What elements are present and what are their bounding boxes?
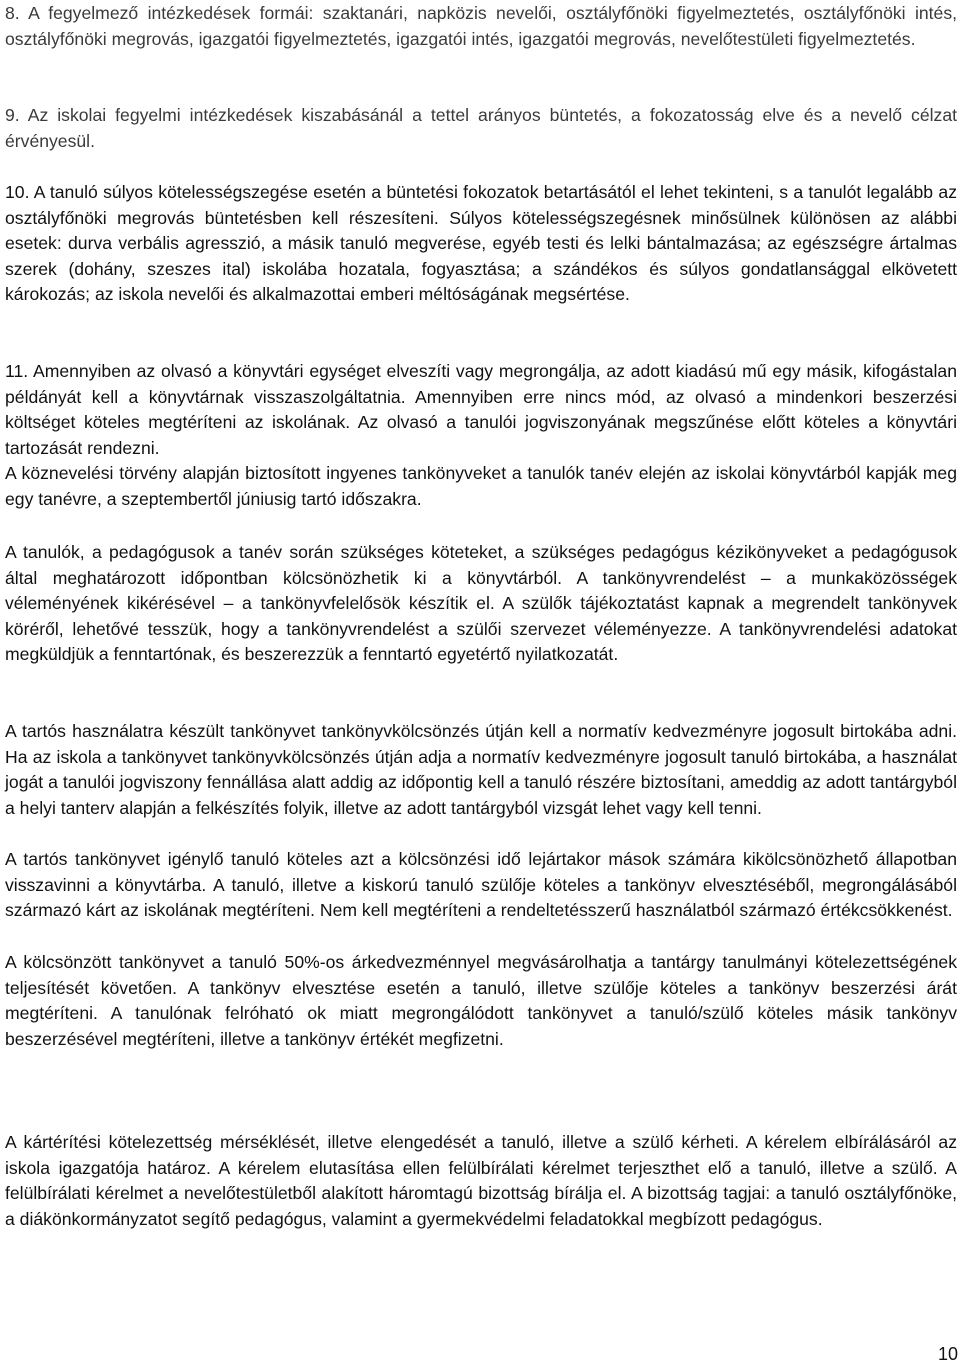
page-number: 10 [937, 1344, 958, 1364]
paragraph-8: 8. A fegyelmező intézkedések formái: szaktanári, napközis nevelői, osztályfőnöki figyelmeztetés, osztályfőnöki intés, osztályfőnöki megrovás, igazgatói figyelmeztetés, igazgatói intés, igazgatói megrovás, nevelőtestületi figyelmeztetés. [5, 3, 957, 49]
paragraph-10: 10. A tanuló súlyos kötelességszegése esetén a büntetési fokozatok betartásától el lehet tekinteni, s a tanulót legalább az osztályfőnöki megrovás büntetésben kell részesíteni. Súlyos kötelességszegésnek minősülnek különösen az alábbi esetek: durva verbális agresszió, a másik tanuló megverése, egyéb testi és lelki bántalmazása; az egészségre ártalmas szerek (dohány, szeszes ital) iskolába hozatala, fogyasztása; a szándékos és súlyos gondatlansággal elkövetett károkozás; az iskola nevelői és alkalmazottai emberi méltóságának megsértése. [5, 182, 957, 305]
paragraph-purchase: A kölcsönzött tankönyvet a tanuló 50%-os árkedvezménnyel megvásárolhatja a tantárgy tanulmányi kötelezettségének teljesítését követően. A tankönyv elvesztése esetén a tanuló, illetve szülője köteles a tankönyv beszerzési árát megtéríteni. A tanulónak felróható ok miatt megrongálódott tankönyvet a tanuló/szülő köteles másik tankönyv beszerzésével megtéríteni, illetve a tankönyv értékét megfizetni. [5, 952, 957, 1049]
paragraph-11-textbooks: A köznevelési törvény alapján biztosított ingyenes tankönyveket a tanulók tanév elején az iskolai könyvtárból kapják meg egy tanévre, a szeptembertől júniusig tartó időszakra. [5, 463, 957, 509]
paragraph-11: 11. Amennyiben az olvasó a könyvtári egységet elveszíti vagy megrongálja, az adott kiadású mű egy másik, kifogástalan példányát kell a könyvtárnak visszaszolgáltatnia. Amennyiben erre nincs mód, az olvasó a mindenkori beszerzési költséget köteles megtéríteni az iskolának. Az olvasó a tanulói jogviszonyának megszűnése előtt köteles a könyvtári tartozását rendezni. [5, 361, 957, 458]
paragraph-durable-textbooks: A tartós használatra készült tankönyvet tankönyvkölcsönzés útján kell a normatív kedvezményre jogosult birtokába adni. Ha az iskola a tankönyvet tankönyvkölcsönzés útján adja a normatív kedvezményre jogosult tanuló birtokába, a használat jogát a tanulói jogviszony fennállása alatt addig az időpontig kell a tanuló részére biztosítani, ameddig az adott tantárgyból a helyi tanterv alapján a felkészítés folyik, illetve az adott tantárgyból vizsgát lehet vagy kell tenni. [5, 721, 957, 818]
paragraph-textbook-ordering: A tanulók, a pedagógusok a tanév során szükséges köteteket, a szükséges pedagógus kézikönyveket a pedagógusok által meghatározott időpontban kölcsönözhetik ki a könyvtárból. A tankönyvrendelést – a munkaközösségek véleményének kikérésével – a tankönyvfelelősök készítik el. A szülők tájékoztatást kapnak a megrendelt tankönyvek köréről, lehetővé tesszük, hogy a tankönyvrendelést a szülői szervezet véleményezze. A tankönyvrendelési adatokat megküldjük a fenntartónak, és beszerezzük a fenntartó egyetértő nyilatkozatát. [5, 542, 957, 665]
paragraph-9: 9. Az iskolai fegyelmi intézkedések kiszabásánál a tettel arányos büntetés, a fokozatosság elve és a nevelő célzat érvényesül. [5, 105, 957, 151]
paragraph-compensation: A kártérítési kötelezettség mérséklését, illetve elengedését a tanuló, illetve a szülő kérheti. A kérelem elbírálásáról az iskola igazgatója határoz. A kérelem elutasítása ellen felülbírálati kérelmet terjeszthet elő a tanuló, illetve a szülő. A felülbírálati kérelmet a nevelőtestületből alakított háromtagú bizottság bírálja el. A bizottság tagjai: a tanuló osztályfőnöke, a diákönkormányzatot segítő pedagógus, valamint a gyermekvédelmi feladatokkal megbízott pedagógus. [5, 1132, 957, 1229]
paragraph-return-obligation: A tartós tankönyvet igénylő tanuló köteles azt a kölcsönzési idő lejártakor mások számára kikölcsönözhető állapotban visszavinni a könyvtárba. A tanuló, illetve a kiskorú tanuló szülője köteles a tankönyv elvesztéséből, megrongálásából származó kárt az iskolának megtéríteni. Nem kell megtéríteni a rendeltetésszerű használatból származó értékcsökkenést. [5, 849, 957, 921]
